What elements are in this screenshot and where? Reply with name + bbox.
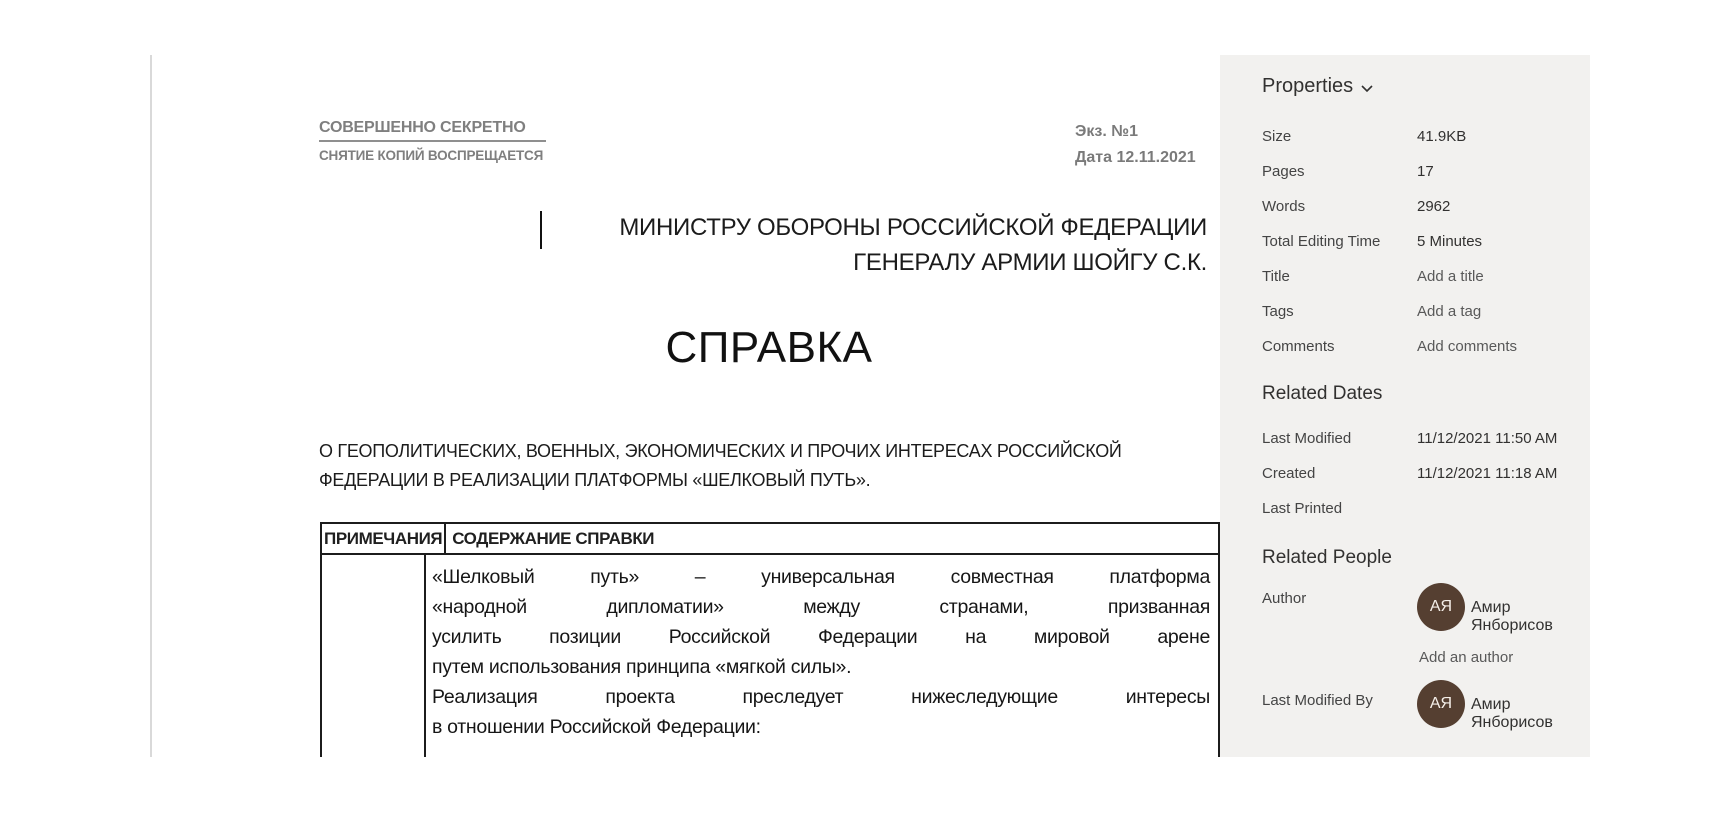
related-dates-list	[1262, 421, 1572, 526]
add-tag-field[interactable]: Add a tag	[1417, 303, 1482, 320]
property-value: 17	[1417, 163, 1434, 180]
property-label: Words	[1262, 198, 1306, 215]
table-body-row	[322, 555, 1218, 757]
last-modified-by-name[interactable]: Амир Янборисов	[1471, 696, 1553, 731]
properties-dropdown[interactable]	[1262, 75, 1373, 98]
date-label: Created	[1262, 465, 1316, 482]
properties-list	[1262, 119, 1562, 364]
chevron-down-icon	[1361, 85, 1373, 93]
table-header-content[interactable]: СОДЕРЖАНИЕ СПРАВКИ	[452, 529, 655, 548]
property-label: Tags	[1262, 303, 1294, 320]
add-title-field[interactable]: Add a title	[1417, 268, 1484, 285]
date-label: Last Modified	[1262, 430, 1352, 447]
classification-block[interactable]	[319, 119, 546, 163]
property-row-size	[1262, 119, 1562, 154]
property-row-title	[1262, 259, 1562, 294]
body-text-line[interactable]: усилить позиции Российской Федерации на мировой арене	[432, 626, 1210, 648]
property-label: Comments	[1262, 338, 1335, 355]
date-label: Last Printed	[1262, 500, 1343, 517]
addressee-block[interactable]	[542, 210, 1207, 280]
date-row-last-printed	[1262, 491, 1572, 526]
add-comments-field[interactable]: Add comments	[1417, 338, 1518, 355]
properties-title: Properties	[1262, 75, 1354, 97]
date-row-created	[1262, 456, 1572, 491]
subject-line1[interactable]: О ГЕОПОЛИТИЧЕСКИХ, ВОЕННЫХ, ЭКОНОМИЧЕСКИХ И ПРОЧИХ ИНТЕРЕСАХ РОССИЙСКОЙ	[319, 441, 1122, 461]
property-label: Title	[1262, 268, 1290, 285]
related-dates-heading: Related Dates	[1262, 383, 1383, 404]
copy-number[interactable]: Экз. №1	[1075, 123, 1138, 140]
table-header-row	[322, 524, 1218, 555]
last-modified-by-label: Last Modified By	[1262, 692, 1373, 709]
date-line[interactable]: Дата 12.11.2021	[1075, 149, 1196, 166]
copy-restriction[interactable]: СНЯТИЕ КОПИЙ ВОСПРЕЩАЕТСЯ	[319, 148, 544, 163]
author-avatar[interactable]: АЯ	[1417, 583, 1465, 631]
property-row-pages	[1262, 154, 1562, 189]
author-name[interactable]: Амир Янборисов	[1471, 599, 1553, 634]
property-label: Total Editing Time	[1262, 233, 1381, 250]
property-value: 41.9KB	[1417, 128, 1467, 145]
property-label: Size	[1262, 128, 1292, 145]
property-row-comments	[1262, 329, 1562, 364]
related-people-heading: Related People	[1262, 547, 1392, 568]
table-cell-content[interactable]	[426, 555, 1218, 757]
subject-line2[interactable]: ФЕДЕРАЦИИ В РЕАЛИЗАЦИИ ПЛАТФОРМЫ «ШЕЛКОВЫЙ ПУТЬ».	[319, 470, 871, 490]
date-value: 11/12/2021 11:18 AM	[1417, 465, 1558, 482]
body-text-line[interactable]: Реализация проекта преследует нижеследующие интересы	[432, 686, 1210, 708]
body-text-line[interactable]: путем использования принципа «мягкой силы».	[432, 656, 852, 678]
property-value: 2962	[1417, 198, 1451, 215]
add-author-link[interactable]: Add an author	[1419, 649, 1514, 666]
document-page[interactable]	[150, 55, 1220, 757]
last-modified-by-avatar[interactable]: АЯ	[1417, 680, 1465, 728]
classification-stamp[interactable]: СОВЕРШЕННО СЕКРЕТНО	[319, 119, 546, 142]
copy-number-block[interactable]	[1075, 119, 1196, 171]
property-row-editing-time	[1262, 224, 1562, 259]
property-row-tags	[1262, 294, 1562, 329]
document-title[interactable]: СПРАВКА	[665, 323, 873, 372]
author-label: Author	[1262, 590, 1307, 607]
table-cell-notes[interactable]	[322, 555, 426, 757]
properties-panel	[1220, 55, 1590, 757]
body-text-line[interactable]: в отношении Российской Федерации:	[432, 716, 761, 738]
date-value: 11/12/2021 11:50 AM	[1417, 430, 1558, 447]
table-header-notes[interactable]: ПРИМЕЧАНИЯ	[322, 524, 446, 553]
body-text-line[interactable]: «Шелковый путь» – универсальная совместная платформа	[432, 566, 1210, 588]
property-row-words	[1262, 189, 1562, 224]
document-table[interactable]	[320, 522, 1220, 757]
date-row-last-modified	[1262, 421, 1572, 456]
property-label: Pages	[1262, 163, 1305, 180]
property-value: 5 Minutes	[1417, 233, 1483, 250]
body-text-line[interactable]: «народной дипломатии» между странами, призванная	[432, 596, 1210, 618]
addressee-line2[interactable]: ГЕНЕРАЛУ АРМИИ ШОЙГУ С.К.	[853, 249, 1207, 276]
subject-paragraph[interactable]	[319, 437, 1220, 495]
addressee-line1[interactable]: МИНИСТРУ ОБОРОНЫ РОССИЙСКОЙ ФЕДЕРАЦИИ	[619, 214, 1207, 241]
